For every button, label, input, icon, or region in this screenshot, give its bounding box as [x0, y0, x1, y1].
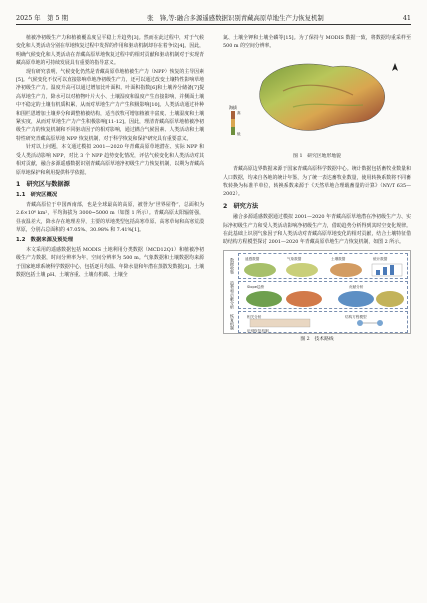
stage-label: 数据收集 — [230, 257, 235, 274]
box-label: 识别恢复机制 — [247, 328, 269, 333]
paragraph: 现有研究表明，气候变化仍然是青藏高原草地植被生产力（NPP）恢复的主导因素[5]。气候变化不仅可以直接影响草地净初级生产力，还可以通过改变土壤特性影响草地净初级生产力。温度升高可以通过增加比叶面积、叶面积指数[6]和土壤养分储备[7]提高草地生产力，降水可以对植物叶片大小、土壤湿度和温度产生直接影响，并侧面土壤中不稳定的土壤有机质积累，从而对草地生产力产生积极影响[10]。人类活动通过补种和围栏恩增加土壤养分和调整植被结构，适当放牧可增加植被丰富度、土壤湿度和土壤紧实度，从而对草地生产力产生积极影响[11-12]。因此，理清青藏高原草地植被净初级生产力的恢复机制和不同驱动因子的相对影响，通过耦合气候因素、人类活动和土壤特性研究青藏高原草地 NPP 恢复机制，对于科学恢复和保护研究具有重要意义。 — [16, 68, 204, 142]
paragraph: 青藏高原位于中国西南部，也是全球最高的高原，被誉为“世界屋脊”，总面积为 2.6×10⁶ km²，平均海拔为 3000~5000 m（如图 1 所示）。青藏高原太阳辐射强，昼夜温差大，降水存在地理差异，主要的草地类型包括高寒草原、高寒草甸和高寒荒漠草原，分别占总面积的 47.05%、30.98% 和 7.41%[1]。 — [16, 201, 204, 233]
section-heading: 2 研究方法 — [223, 202, 259, 210]
subsection-heading: 1.1 研究区概况 — [16, 192, 58, 199]
section-heading: 1 研究区与数据源 — [16, 180, 70, 188]
data-collection-box — [238, 253, 408, 279]
right-column — [223, 34, 411, 348]
terrain-map-figure — [223, 51, 411, 151]
box-label: 贡献分析 — [349, 284, 364, 289]
paragraph: 氮、土壤全钾和土壤全磷等[15]。为了保持与 MODIS 数据一致，将数据均重采样至 500 m 的空间分辨率。 — [223, 35, 411, 50]
left-column — [16, 34, 204, 279]
north-arrow-icon — [392, 63, 398, 71]
box-label: 相关分析 — [247, 314, 262, 319]
flowchart-figure — [223, 250, 411, 334]
running-title: 张 锋,等:融合多源遥感数据识别青藏高原草地生产力恢复机制 — [147, 14, 324, 22]
paragraph: 青藏高原边界数据来源于国家青藏高原科学数据中心。统计数据包括畜牧业数量和人口数据，均来自各地的统计年鉴，为了统一表达畜牧业数量，使用转换系数将不同畜牧转换为标准羊单位，转换系数来源于《天然草地合理载畜量的计算》（NY/T 635—2002）。 — [223, 166, 411, 198]
box-label: 气象数据 — [287, 256, 302, 261]
plateau-shape — [260, 64, 385, 131]
header-rule — [16, 24, 411, 25]
figure-caption: 图 1 研究区地形地貌 — [293, 153, 341, 159]
paragraph: 融合多源遥感数据通过模拟 2001—2020 年青藏高原草地潜在净初级生产力、实际净初级生产力和受人类活动影响净初级生产力，借助趋势分析得到其时空变化规律。在此基础上识别气象因子和人类活动对青藏高原草地变化的相对贡献，结合土壤特征借助结构方程模型探讨 2001—2020 年青藏高原草地生产力恢复机制，如图 2 所示。 — [223, 214, 411, 246]
figure-caption: 图 2 技术路线 — [300, 336, 334, 342]
subsection-heading: 1.2 数据来源及预处理 — [16, 237, 74, 244]
paragraph: 本文采用的遥感数据包括 MODIS 土地利用分类数据（MCD12Q1）和植被净初级生产力数据，时间分辨率为年，空间分辨率为 500 m。气象数据和土壤数据均来源于国家地球系统科学数据中心，包括逐月均温、年降水量和年潜在蒸散发数据[3]。土壤数据包括土壤 pH、土壤容重、土壤有机碳、土壤全 — [16, 246, 204, 278]
paragraph: 植被净初级生产力和植被覆盖度呈平稳上升趋势[3]。然而在此过程中，对于气候变化和人类活动分别在草地恢复过程中发挥的作用和驱动机制却存在着争议[4]。因此，明确气候变化和人类活动在青藏高原草地恢复过程中的相对贡献和驱动机制对于实现青藏高原草地的可持续发展具有重要的指导意义。 — [16, 35, 204, 67]
terrain-map — [223, 51, 411, 151]
stage-label: 恢复机制 — [230, 313, 235, 330]
box-label: 结构方程模型 — [345, 314, 367, 319]
legend-high: 高 — [237, 110, 241, 115]
data-thumbnails — [240, 261, 408, 279]
box-label: 遥感数据 — [245, 256, 260, 261]
issue-label: 2025 年 第 5 期 — [16, 14, 68, 22]
mechanism-box — [238, 311, 408, 333]
box-label: 土壤数据 — [331, 256, 346, 261]
paragraph: 针对以上问题，本文通过模拟 2001—2020 年青藏高原草地潜在、实际 NPP 和受人类活动影响 NPP，对比 3 个 NPP 趋势变化情况，评估气候变化和人类活动对其相对贡献，融合多源遥感数据识别青藏高原草地净初级生产力恢复机制，以期为青藏高原草地保护和利用提供科学依据。 — [16, 144, 204, 176]
stage-label: 趋势和贡献分析 — [230, 280, 235, 309]
box-label: Slope趋势 — [247, 284, 265, 289]
legend-low: 低 — [237, 131, 241, 136]
running-header — [16, 10, 411, 22]
legend-title: 海拔 — [229, 104, 237, 110]
page-number: 41 — [402, 14, 411, 22]
mechanism-thumbnails — [240, 318, 408, 330]
box-label: 统计数据 — [373, 256, 388, 261]
trend-contribution-box — [238, 281, 408, 309]
trend-thumbnails — [240, 289, 408, 309]
